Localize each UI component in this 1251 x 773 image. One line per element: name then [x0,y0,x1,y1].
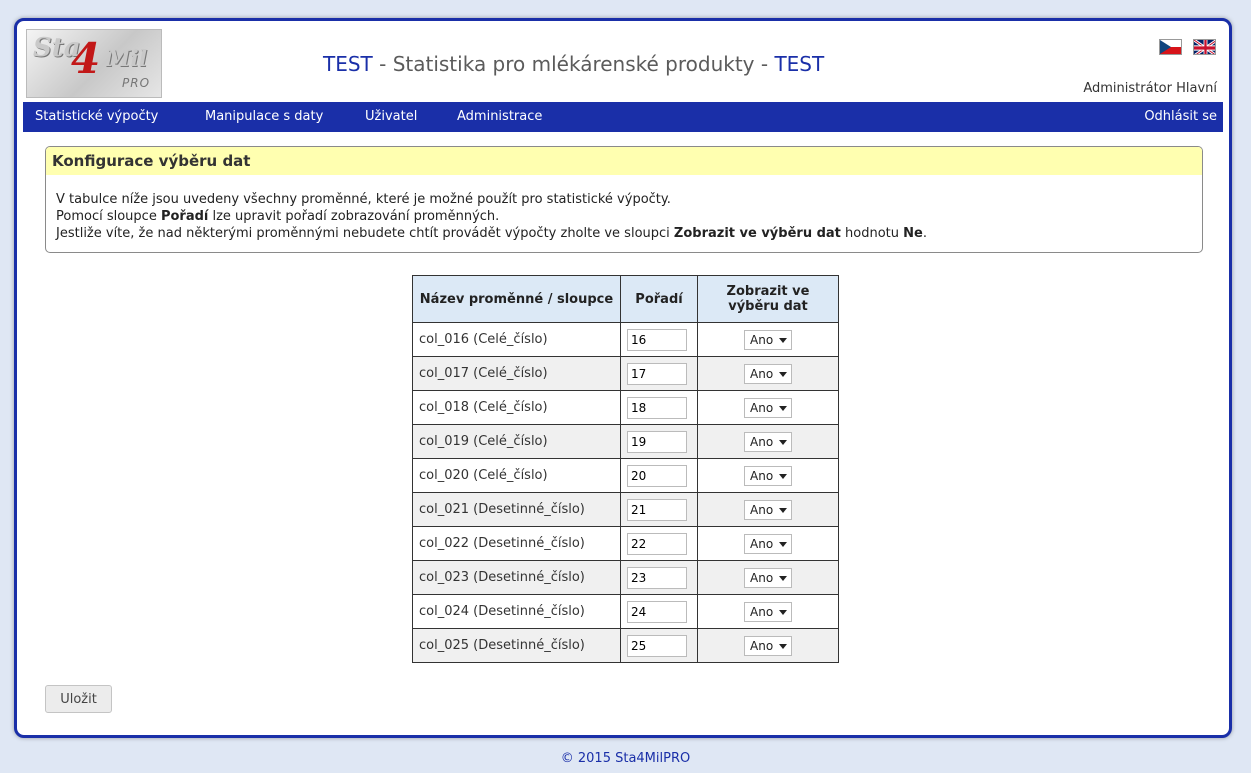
show-select-value: Ano [750,332,774,347]
column-header-order: Pořadí [621,276,698,323]
variable-name-cell: col_024 (Desetinné_číslo) [413,595,621,629]
show-cell [698,357,839,391]
variable-name-cell: col_018 (Celé_číslo) [413,391,621,425]
variable-name-cell: col_020 (Celé_číslo) [413,459,621,493]
show-in-selection-select[interactable] [744,636,792,656]
variable-name-cell: col_021 (Desetinné_číslo) [413,493,621,527]
order-input[interactable] [627,329,687,351]
page-header [23,27,1223,101]
variable-name-cell: col_023 (Desetinné_číslo) [413,561,621,595]
app-logo[interactable] [26,29,162,98]
show-cell [698,629,839,663]
variable-name-cell: col_022 (Desetinné_číslo) [413,527,621,561]
show-in-selection-select[interactable] [744,432,792,452]
env-label-right: TEST [774,52,825,76]
chevron-down-icon [779,644,787,649]
info-title: Konfigurace výběru dat [46,147,1202,175]
show-cell [698,595,839,629]
app-window [23,27,1223,729]
order-input[interactable] [627,499,687,521]
table-row [413,323,839,357]
logo-text-4: 4 [71,34,101,83]
column-header-show: Zobrazit ve výběru dat [698,276,839,323]
variables-table [412,275,839,663]
order-cell [621,391,698,425]
show-cell [698,323,839,357]
logo-text-pro: PRO [122,76,151,90]
nav-item-statistics[interactable]: Statistické výpočty [35,109,159,124]
table-body [413,323,839,663]
show-in-selection-select[interactable] [744,602,792,622]
show-cell [698,391,839,425]
uk-flag-icon[interactable] [1193,39,1216,55]
nav-item-data[interactable]: Manipulace s daty [205,109,324,124]
nav-item-admin[interactable]: Administrace [457,109,543,124]
order-input[interactable] [627,601,687,623]
variable-name-cell: col_025 (Desetinné_číslo) [413,629,621,663]
info-panel [45,146,1203,253]
show-in-selection-select[interactable] [744,534,792,554]
show-cell [698,459,839,493]
show-in-selection-select[interactable] [744,398,792,418]
table-row [413,629,839,663]
show-cell [698,493,839,527]
show-select-value: Ano [750,570,774,585]
chevron-down-icon [779,406,787,411]
show-cell [698,425,839,459]
order-cell [621,459,698,493]
show-select-value: Ano [750,536,774,551]
order-cell [621,561,698,595]
order-input[interactable] [627,533,687,555]
table-row [413,493,839,527]
table-header-row [413,276,839,323]
chevron-down-icon [779,610,787,615]
order-cell [621,425,698,459]
show-cell [698,527,839,561]
chevron-down-icon [779,338,787,343]
info-line-3: Jestliže víte, že nad některými proměnnými nebudete chtít provádět výpočty zholte ve sloupci Zobrazit ve výběru dat hodnotu Ne. [56,226,927,241]
table-row [413,357,839,391]
chevron-down-icon [779,576,787,581]
info-line-1: V tabulce níže jsou uvedeny všechny proměnné, které je možné použít pro statistické výpočty. [56,192,671,207]
footer-copyright: © 2015 Sta4MilPRO [560,751,691,766]
show-select-value: Ano [750,502,774,517]
chevron-down-icon [779,372,787,377]
logo-text-mil: Mil [106,46,148,72]
show-select-value: Ano [750,468,774,483]
order-input[interactable] [627,363,687,385]
info-line-2: Pomocí sloupce Pořadí lze upravit pořadí zobrazování proměnných. [56,209,500,224]
logout-link[interactable]: Odhlásit se [1144,109,1217,124]
order-input[interactable] [627,431,687,453]
show-select-value: Ano [750,400,774,415]
order-cell [621,323,698,357]
show-in-selection-select[interactable] [744,500,792,520]
title-main: - Statistika pro mlékárenské produkty - [372,52,775,76]
variable-name-cell: col_016 (Celé_číslo) [413,323,621,357]
variable-name-cell: col_017 (Celé_číslo) [413,357,621,391]
variable-name-cell: col_019 (Celé_číslo) [413,425,621,459]
order-cell [621,629,698,663]
chevron-down-icon [779,474,787,479]
show-in-selection-select[interactable] [744,568,792,588]
column-header-name: Název proměnné / sloupce [413,276,621,323]
show-in-selection-select[interactable] [744,466,792,486]
show-in-selection-select[interactable] [744,330,792,350]
chevron-down-icon [779,508,787,513]
order-input[interactable] [627,465,687,487]
table-row [413,459,839,493]
show-select-value: Ano [750,638,774,653]
info-text [46,175,1202,242]
table-row [413,527,839,561]
order-cell [621,493,698,527]
show-cell [698,561,839,595]
show-select-value: Ano [750,434,774,449]
order-cell [621,595,698,629]
order-cell [621,357,698,391]
order-input[interactable] [627,397,687,419]
main-nav [23,102,1223,132]
main-content [23,132,1223,729]
order-input[interactable] [627,567,687,589]
show-in-selection-select[interactable] [744,364,792,384]
site-title [323,52,824,76]
chevron-down-icon [779,440,787,445]
show-select-value: Ano [750,604,774,619]
app-frame [14,18,1232,738]
show-select-value: Ano [750,366,774,381]
czech-flag-icon[interactable] [1159,39,1182,55]
env-label-left: TEST [323,52,373,76]
table-row [413,391,839,425]
save-button[interactable]: Uložit [45,685,112,713]
table-row [413,595,839,629]
logo-text-sta: Sta [33,33,81,63]
user-name: Administrátor Hlavní [1083,81,1217,96]
order-input[interactable] [627,635,687,657]
table-row [413,561,839,595]
table-row [413,425,839,459]
nav-item-user[interactable]: Uživatel [365,109,418,124]
chevron-down-icon [779,542,787,547]
order-cell [621,527,698,561]
